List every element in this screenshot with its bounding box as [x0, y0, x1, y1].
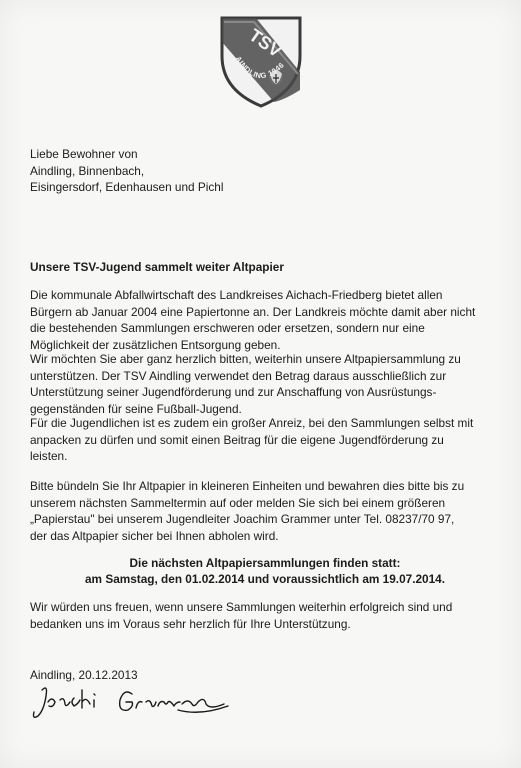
paragraph-closing	[30, 599, 485, 632]
paragraph-line: Die kommunale Abfallwirtschaft des Landkreises Aichach-Friedberg bietet allen	[30, 288, 443, 302]
letter-heading: Unsere TSV-Jugend sammelt weiter Altpapier	[30, 260, 284, 274]
paragraph-line: anpacken zu dürfen und somit einen Beitrag für die eigene Jugendförderung zu	[30, 432, 444, 447]
dates-heading: Die nächsten Altpapiersammlungen finden statt:	[129, 556, 401, 570]
paragraph-line: Bürgern ab Januar 2004 eine Papiertonne an. Der Landkreis möchte damit aber nicht	[30, 304, 476, 319]
dates-values: am Samstag, den 01.02.2014 und voraussichtlich am 19.07.2014.	[85, 572, 445, 586]
paragraph-line: Für die Jugendlichen ist es zudem ein großer Anreiz, bei den Sammlungen selbst mit	[30, 416, 474, 430]
handwritten-signature	[28, 680, 238, 726]
paragraph-support-request	[30, 351, 485, 417]
crest-tsv-text: TSV	[245, 24, 286, 62]
paragraph-line: Unterstützung seiner Jugendförderung und zur Anschaffung von Ausrüstungs-	[30, 385, 437, 399]
paragraph-line: „Papierstau" bei unserem Jugendleiter Joachim Grammer unter Tel. 08237/70 97,	[30, 512, 455, 526]
paragraph-bundling-instructions	[30, 478, 485, 544]
paragraph-line: bedanken uns im Voraus sehr herzlich für Ihre Unterstützung.	[30, 616, 351, 631]
paragraph-line: Wir möchten Sie aber ganz herzlich bitten, weiterhin unsere Altpapiersammlung zu	[30, 352, 461, 366]
paragraph-papiertonne	[30, 287, 485, 353]
crest-club-name-text: AINDLING 1946	[233, 54, 287, 81]
paragraph-line: leisten.	[30, 449, 68, 463]
place-and-date: Aindling, 20.12.2013	[30, 668, 138, 682]
greeting-line: Eisingersdorf, Edenhausen und Pichl	[30, 180, 224, 194]
paragraph-line: unterstützen. Der TSV Aindling verwendet den Betrag daraus ausschließlich zur	[30, 368, 447, 383]
greeting-line: Liebe Bewohner von	[30, 147, 138, 161]
paragraph-line: Möglichkeit der zusätzlichen Entsorgung geben.	[30, 337, 281, 352]
greeting-block	[30, 146, 485, 196]
paragraph-line: Wir würden uns freuen, wenn unsere Sammlungen weiterhin erfolgreich sind und	[30, 600, 453, 614]
paragraph-line: gegenständen für seine Fußball-Jugend.	[30, 401, 242, 416]
paragraph-youth-incentive	[30, 415, 485, 465]
paragraph-line: der das Altpapier sicher bei Ihnen abholen wird.	[30, 528, 279, 543]
paragraph-line: die bestehenden Sammlungen erschweren oder ersetzen, sondern nur eine	[30, 321, 425, 335]
paragraph-line: unserem nächsten Sammeltermin auf oder melden Sie sich bei einem größeren	[30, 495, 446, 510]
tsv-aindling-crest-logo	[218, 12, 304, 108]
greeting-line: Aindling, Binnenbach,	[30, 163, 145, 178]
collection-dates	[30, 555, 500, 587]
paragraph-line: Bitte bündeln Sie Ihr Altpapier in kleineren Einheiten und bewahren dies bitte bis zu	[30, 479, 465, 493]
